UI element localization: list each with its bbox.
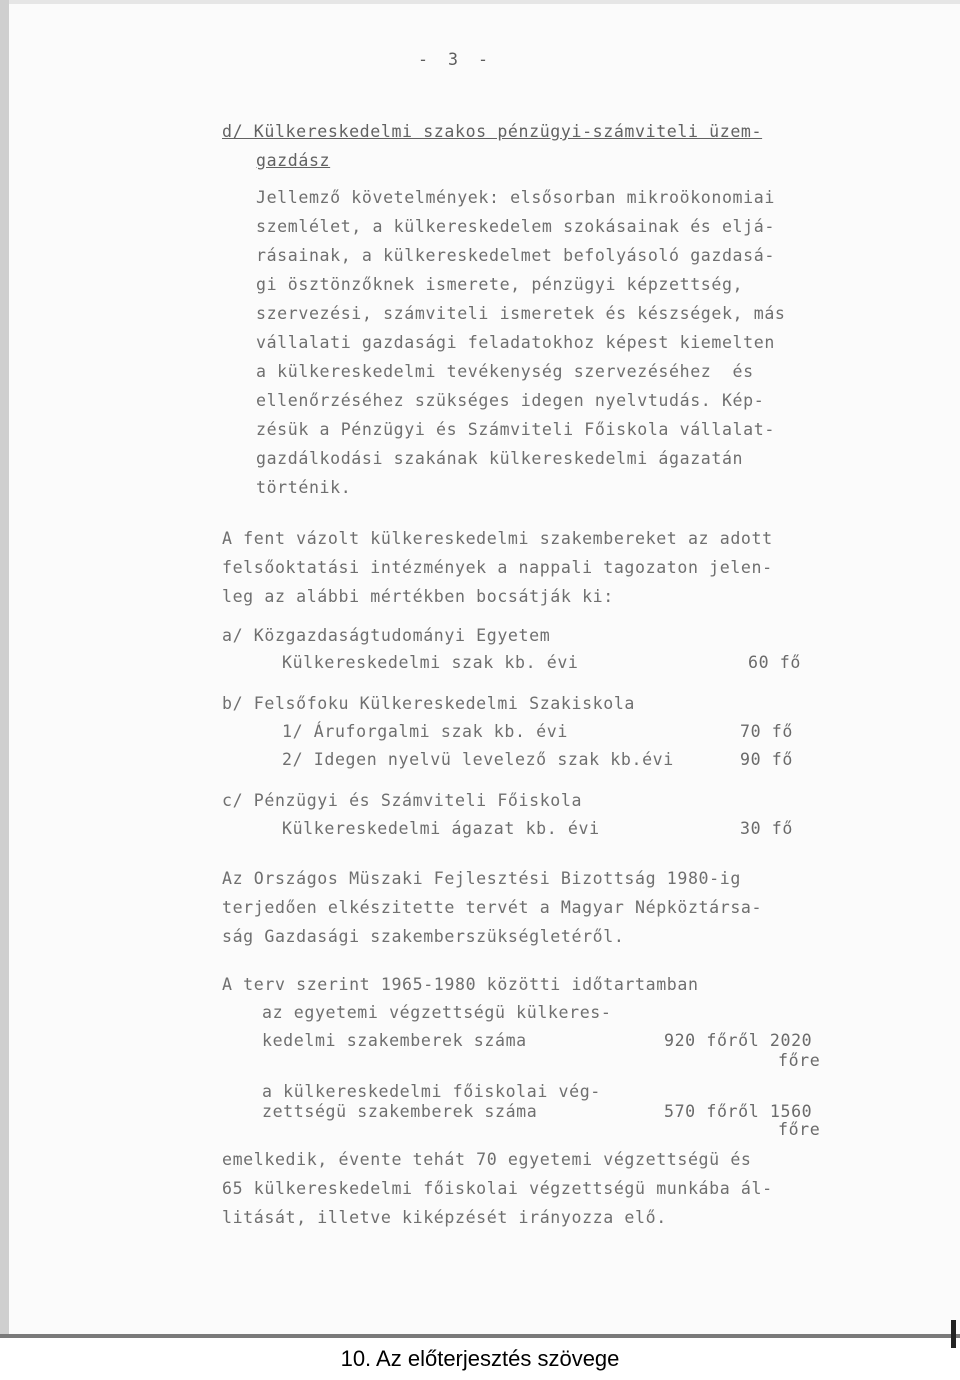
paragraph-line: felsőoktatási intézmények a nappali tagozaton jelen-: [222, 558, 773, 577]
paragraph-line: terjedően elkészitette tervét a Magyar Népköztársa-: [222, 898, 763, 917]
institution-c-line: Külkereskedelmi ágazat kb. évi: [282, 819, 600, 838]
paragraph-line: ság Gazdasági szakemberszükségletéről.: [222, 927, 625, 946]
plan-university-line: kedelmi szakemberek száma: [262, 1031, 527, 1050]
paragraph-line: rásainak, a külkereskedelmet befolyásoló gazdasá-: [256, 246, 775, 265]
institution-b2-line: 2/ Idegen nyelvü levelező szak kb.évi: [282, 750, 674, 769]
paragraph-line: vállalati gazdasági feladatokhoz képest kiemelten: [256, 333, 775, 352]
paragraph-line: szemlélet, a külkereskedelem szokásainak és eljá-: [256, 217, 775, 236]
paragraph-line: Az Országos Müszaki Fejlesztési Bizottság 1980-ig: [222, 869, 741, 888]
scan-edge-top: [0, 0, 960, 4]
institution-b2-count: 90 fő: [740, 750, 793, 769]
paragraph-line: 65 külkereskedelmi főiskolai végzettségü munkába ál-: [222, 1179, 773, 1198]
institution-b1-count: 70 fő: [740, 722, 793, 741]
paragraph-line: emelkedik, évente tehát 70 egyetemi végzettségü és: [222, 1150, 752, 1169]
paragraph-line: szervezési, számviteli ismeretek és készségek, más: [256, 304, 786, 323]
institution-b1-line: 1/ Áruforgalmi szak kb. évi: [282, 722, 568, 741]
scan-edge-right: [951, 1320, 956, 1348]
paragraph-line: leg az alábbi mértékben bocsátják ki:: [222, 587, 614, 606]
institution-c-title: c/ Pénzügyi és Számviteli Főiskola: [222, 791, 583, 810]
plan-intro: A terv szerint 1965-1980 közötti időtartamban: [222, 975, 699, 994]
paragraph-line: A fent vázolt külkereskedelmi szakembereket az adott: [222, 529, 773, 548]
scan-edge-bottom: [0, 1334, 960, 1338]
institution-a-count: 60 fő: [748, 653, 801, 672]
paragraph-line: történik.: [256, 478, 352, 497]
page-number: - 3 -: [418, 50, 493, 69]
section-title-cont: gazdász: [256, 151, 331, 170]
institution-c-count: 30 fő: [740, 819, 793, 838]
paragraph-line: litását, illetve kiképzését irányozza elő.: [222, 1208, 667, 1227]
plan-college-value: 570 főről 1560: [664, 1102, 813, 1121]
plan-college-line: zettségü szakemberek száma: [262, 1102, 538, 1121]
paragraph-line: gazdálkodási szakának külkereskedelmi ágazatán: [256, 449, 744, 468]
section-title: d/ Külkereskedelmi szakos pénzügyi-számviteli üzem-: [222, 122, 763, 141]
figure-caption: 10. Az előterjesztés szövege: [340, 1346, 620, 1371]
plan-college-line: a külkereskedelmi főiskolai vég-: [262, 1082, 601, 1101]
institution-a-line: Külkereskedelmi szak kb. évi: [282, 653, 579, 672]
plan-university-line: az egyetemi végzettségü külkeres-: [262, 1003, 612, 1022]
plan-college-value-unit: főre: [778, 1120, 821, 1139]
scan-edge-left: [0, 0, 9, 1338]
paragraph-line: gi ösztönzőknek ismerete, pénzügyi képzettség,: [256, 275, 744, 294]
plan-university-value: 920 főről 2020: [664, 1031, 813, 1050]
paragraph-line: zésük a Pénzügyi és Számviteli Főiskola vállalat-: [256, 420, 775, 439]
paragraph-line: ellenőrzéséhez szükséges idegen nyelvtudás. Kép-: [256, 391, 765, 410]
institution-a-title: a/ Közgazdaságtudományi Egyetem: [222, 626, 551, 645]
paragraph-line: Jellemző követelmények: elsősorban mikroökonomiai: [256, 188, 775, 207]
plan-university-value-unit: főre: [778, 1051, 821, 1070]
paragraph-line: a külkereskedelmi tevékenység szervezéséhez és: [256, 362, 754, 381]
institution-b-title: b/ Felsőfoku Külkereskedelmi Szakiskola: [222, 694, 636, 713]
